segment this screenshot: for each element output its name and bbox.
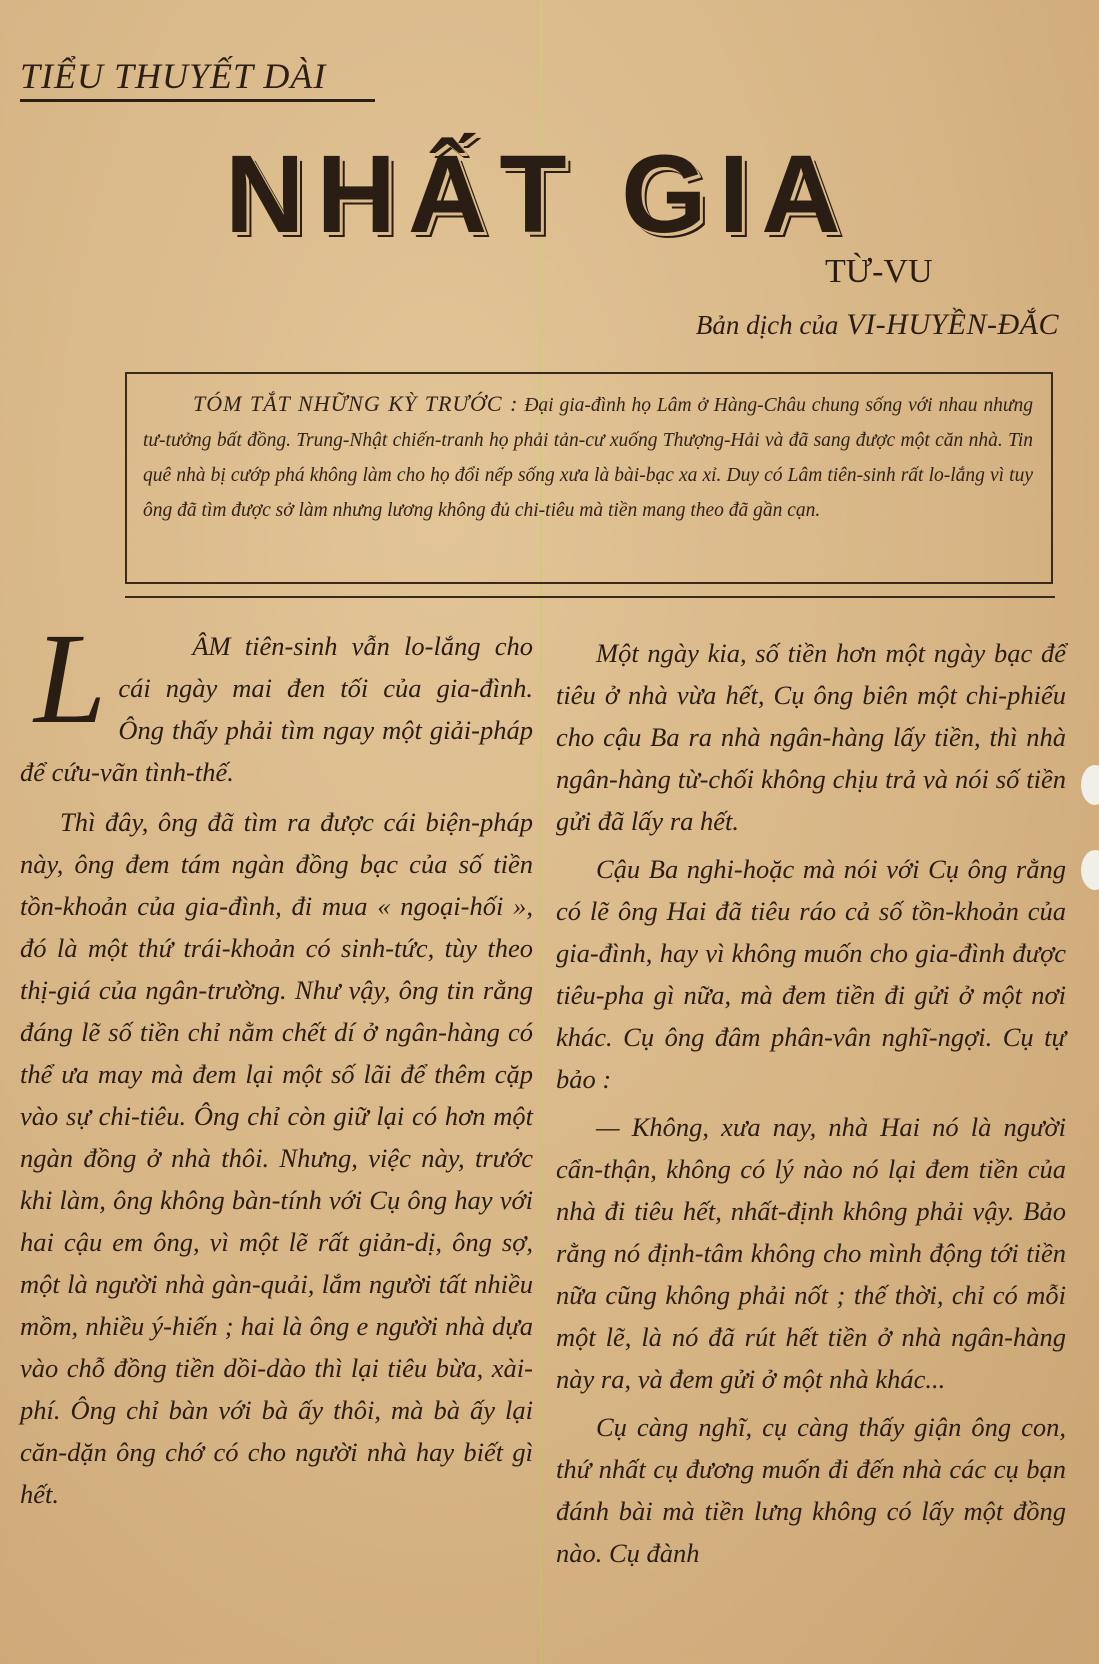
summary-lead: TÓM TẮT NHỮNG KỲ TRƯỚC :	[193, 391, 519, 416]
left-column	[20, 607, 533, 1515]
binding-hole	[1081, 850, 1099, 890]
opening-paragraph	[20, 607, 533, 793]
translator-name: VI-HUYỀN-ĐẮC	[846, 308, 1059, 341]
translator-credit	[696, 308, 1059, 342]
right-column	[556, 632, 1066, 1574]
author-name: TỪ-VU	[825, 253, 933, 290]
translator-prefix: Bản dịch của	[695, 310, 839, 340]
previous-summary-box	[125, 372, 1053, 584]
binding-hole	[1081, 765, 1099, 805]
drop-cap: L	[34, 607, 107, 751]
horizontal-divider	[125, 596, 1055, 598]
section-kicker: TIỂU THUYẾT DÀI	[20, 55, 375, 102]
opening-text: ÂM tiên-sinh vẫn lo-lắng cho cái ngày mai đen tối của gia-đình. Ông thấy phải tìm ngay một giải-pháp để cứu-vãn tình-thế.	[20, 631, 533, 787]
story-title: NHẤT GIA	[225, 133, 853, 256]
paragraph: — Không, xưa nay, nhà Hai nó là người cẩn-thận, không có lý nào nó lại đem tiền của nhà đi tiêu hết, nhất-định không phải vậy. Bảo rằng nó định-tâm không cho mình động tới tiền nữa cũng không phải nốt ; thế thời, chỉ có mỗi một lẽ, là nó đã rút hết tiền ở nhà ngân-hàng này ra, và đem gửi ở một nhà khác...	[556, 1112, 1066, 1394]
paragraph: Cụ càng nghĩ, cụ càng thấy giận ông con, thứ nhất cụ đương muốn đi đến nhà các cụ bạn đánh bài mà tiền lưng không có lấy một đồng nào. Cụ đành	[556, 1412, 1066, 1568]
paragraph: Cậu Ba nghi-hoặc mà nói với Cụ ông rằng có lẽ ông Hai đã tiêu ráo cả số tồn-khoản của gia-đình, hay vì không muốn cho gia-đình được tiêu-pha gì nữa, mà đem tiền đi gửi ở một nơi khác. Cụ ông đâm phân-vân nghĩ-ngợi. Cụ tự bảo :	[556, 854, 1066, 1094]
summary-text: Đại gia-đình họ Lâm ở Hàng-Châu chung sống với nhau nhưng tư-tưởng bất đồng. Trung-Nhật chiến-tranh họ phải tản-cư xuống Thượng-Hải và đã sang được một căn nhà. Tin quê nhà bị cướp phá không làm cho họ đổi nếp sống xưa là bài-bạc xa xỉ. Duy có Lâm tiên-sinh rất lo-lắng vì tuy ông đã tìm được sở làm nhưng lương không đủ chi-tiêu mà tiền mang theo đã gần cạn.	[143, 395, 1034, 521]
paragraph: Một ngày kia, số tiền hơn một ngày bạc để tiêu ở nhà vừa hết, Cụ ông biên một chi-phiếu cho cậu Ba ra nhà ngân-hàng lấy tiền, thì nhà ngân-hàng từ-chối không chịu trả và nói số tiền gửi đã lấy ra hết.	[556, 638, 1066, 836]
paragraph: Thì đây, ông đã tìm ra được cái biện-pháp này, ông đem tám ngàn đồng bạc của số tiền tồn-khoản của gia-đình, đi mua « ngoại-hối », đó là một thứ trái-khoản có sinh-tức, tùy theo thị-giá của ngân-trường. Như vậy, ông tin rằng đáng lẽ số tiền chỉ nằm chết dí ở ngân-hàng có thể ưa may mà đem lại một số lãi để thêm cặp vào sự chi-tiêu. Ông chỉ còn giữ lại có hơn một ngàn đồng ở nhà thôi. Nhưng, việc này, trước khi làm, ông không bàn-tính với Cụ ông hay với hai cậu em ông, vì một lẽ rất giản-dị, ông sợ, một là người nhà gàn-quải, lắm người tất nhiều mồm, nhiều ý-hiến ; hai là ông e người nhà dựa vào chỗ đồng tiền dồi-dào thì lại tiêu bừa, xài-phí. Ông chỉ bàn với bà ấy thôi, mà bà ấy lại căn-dặn ông chớ có cho người nhà hay biết gì hết.	[20, 807, 533, 1509]
